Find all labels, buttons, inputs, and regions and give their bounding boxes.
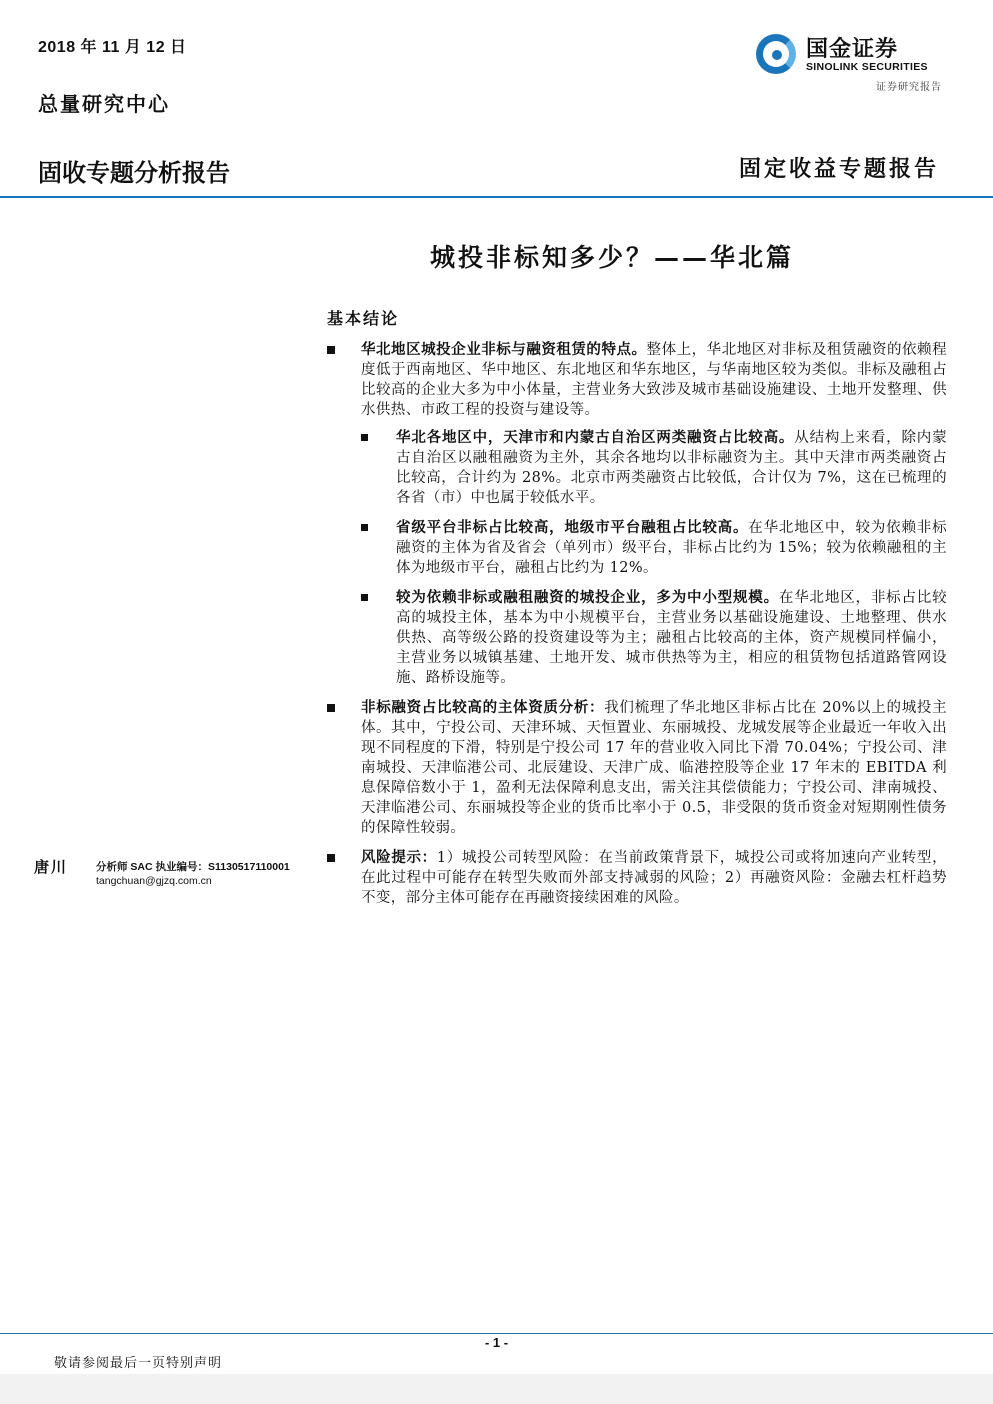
- bullet-item: [327, 340, 947, 688]
- logo-subtitle: 证券研究报告: [876, 82, 942, 93]
- bullet-lead: 风险提示：: [361, 849, 437, 866]
- square-bullet-icon: [361, 594, 368, 601]
- sub-bullet-text: 从结构上来看，除内蒙古自治区以融租融资为主外，其余各地均以非标融资为主。其中天津市两类融资占比较高，合计约为 28%。北京市两类融资占比较低，合计仅为 7%，这在已梳理的各省（市）中也属于较低水平。: [396, 430, 948, 506]
- footer-band: [0, 1374, 993, 1404]
- report-date: 2018 年 11 月 12 日: [38, 39, 187, 56]
- sub-bullet-text: 在华北地区，非标占比较高的城投主体，基本为中小规模平台，主营业务以基础设施建设、土地整理、供水供热、高等级公路的投资建设等为主；融租占比较高的主体，资产规模同样偏小，主营业务以城镇基建、土地开发、城市供热等为主，相应的租赁物包括道路管网设施、路桥设施等。: [396, 590, 947, 686]
- logo-name-en: SINOLINK SECURITIES: [806, 61, 928, 73]
- page-number: - 1 -: [484, 1335, 509, 1350]
- sub-bullet-list: [361, 428, 947, 688]
- sub-bullet-item: [361, 428, 947, 508]
- square-bullet-icon: [327, 704, 335, 712]
- sub-bullet-item: [361, 588, 947, 688]
- department-name: 总量研究中心: [38, 92, 170, 116]
- sub-bullet-text: 在华北地区中，较为依赖非标融资的主体为省及省会（单列市）级平台，非标占比约为 15%；较为依赖融租的主体为地级市平台，融租占比约为 12%。: [396, 520, 947, 576]
- bullet-text: 整体上，华北地区对非标及租赁融资的依赖程度低于西南地区、华中地区、东北地区和华东地区，与华南地区较为类似。非标及融租占比较高的企业大多为中小体量，主营业务大致涉及城市基础设施建设、土地开发整理、供水供热、市政工程的投资与建设等。: [361, 342, 947, 418]
- analyst-info: [96, 860, 290, 888]
- sub-bullet-lead: 省级平台非标占比较高，地级市平台融租占比较高。: [396, 519, 749, 536]
- bullet-text: 我们梳理了华北地区非标占比在 20%以上的城投主体。其中，宁投公司、天津环城、天恒置业、东丽城投、龙城发展等企业最近一年收入出现不同程度的下滑，特别是宁投公司 17 年的营业收入同比下滑 70.04%；宁投公司、津南城投、天津临港公司、北辰建设、天津广成、临港控股等企业 17 年末的 EBITDA 利息保障倍数小于 1，盈利无法保障利息支出，需关注其偿债能力；宁投公司、津南城投、天津临港公司、东丽城投等企业的货币比率小于 0.5，非受限的货币资金对短期刚性债务的保障性较弱。: [361, 700, 948, 836]
- logo-name-cn: 国金证券: [806, 37, 899, 62]
- logo-mark-icon: [756, 34, 796, 74]
- square-bullet-icon: [361, 434, 368, 441]
- analyst-email[interactable]: tangchuan@gjzq.com.cn: [96, 875, 212, 887]
- bullet-item: [327, 698, 947, 838]
- analyst-id: S1130517110001: [208, 861, 290, 873]
- square-bullet-icon: [327, 346, 335, 354]
- section-heading: 基本结论: [327, 309, 400, 328]
- square-bullet-icon: [361, 524, 368, 531]
- bullet-item: [327, 848, 947, 908]
- sub-bullet-lead: 华北各地区中，天津市和内蒙古自治区两类融资占比较高。: [396, 429, 795, 446]
- analyst-label: 分析师 SAC 执业编号：: [96, 861, 209, 873]
- report-category: 固定收益专题报告: [738, 156, 939, 182]
- header-divider: [0, 196, 993, 198]
- conclusion-list: [327, 340, 947, 918]
- sub-bullet-item: [361, 518, 947, 578]
- disclaimer-note: 敬请参阅最后一页特别声明: [54, 1356, 223, 1371]
- bullet-lead: 非标融资占比较高的主体资质分析：: [361, 699, 605, 716]
- company-logo: [756, 30, 946, 94]
- report-title: 城投非标知多少？——华北篇: [430, 243, 795, 272]
- footer-divider: [0, 1333, 993, 1334]
- report-type: 固收专题分析报告: [38, 159, 230, 187]
- bullet-text: 1）城投公司转型风险：在当前政策背景下，城投公司或将加速向产业转型，在此过程中可能存在转型失败而外部支持减弱的风险；2）再融资风险：金融去杠杆趋势不变，部分主体可能存在再融资接续困难的风险。: [361, 850, 947, 906]
- sub-bullet-lead: 较为依赖非标或融租融资的城投企业，多为中小型规模。: [396, 589, 779, 606]
- square-bullet-icon: [327, 854, 335, 862]
- analyst-name: 唐川: [34, 858, 69, 876]
- bullet-lead: 华北地区城投企业非标与融资租赁的特点。: [361, 341, 647, 358]
